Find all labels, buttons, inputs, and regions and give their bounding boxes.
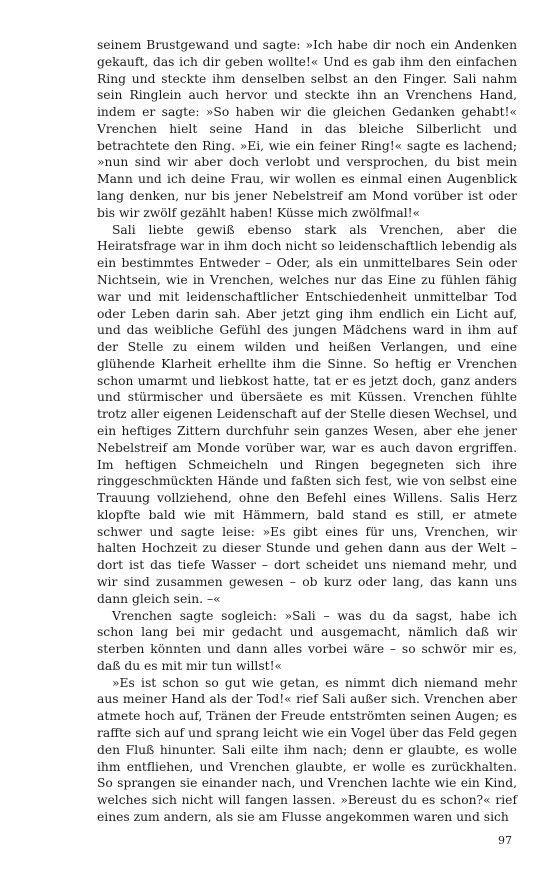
paragraph-2: Sali liebte gewiß ebenso stark als Vrenchen, aber die Heiratsfrage war in ihm doch nicht so leidenschaftlich lebendig als ein bestimmtes Entweder – Oder, als ein unmittelbares Sein oder Nichtsein, wie in Vrenchen, welches nur das Eine zu fühlen fähig war und mit leidenschaftlicher Entschiedenheit unmittelbar Tod oder Leben darin sah. Aber jetzt ging ihm endlich ein Licht auf, und das weibliche Gefühl des jungen Mädchens ward in ihm auf der Stelle zu einem wilden und heißen Verlangen, und eine glühende Klarheit erhellte ihm die Sinne. So heftig er Vrenchen schon umarmt und liebkost hatte, tat er es jetzt doch, ganz anders und stürmischer und übersäete es mit Küssen. Vrenchen fühlte trotz aller eigenen Leidenschaft auf der Stelle diesen Wechsel, und ein heftiges Zittern durchfuhr sein ganzes Wesen, aber ehe jener Nebelstreif am Monde vorüber war, war es auch davon ergriffen. Im heftigen Schmeicheln und Ringen begegneten sich ihre ringgeschmückten Hände und faßten sich fest, wie von selbst eine Trauung vollziehend, ohne den Befehl eines Willens. Salis Herz klopfte bald wie mit Hämmern, bald stand es still, er atmete schwer und sagte leise: »Es gibt eines für uns, Vrenchen, wir halten Hochzeit zu dieser Stunde und gehen dann aus der Welt – dort ist das tiefe Wasser – dort scheidet uns niemand mehr, und wir sind zusammen gewesen – ob kurz oder lang, das kann uns dann gleich sein. –« (97, 222, 517, 606)
paragraph-1: seinem Brustgewand und sagte: »Ich habe dir noch ein Andenken gekauft, das ich dir geben wollte!« Und es gab ihm den einfachen Ring und steckte ihm denselben selbst an den Finger. Sali nahm sein Ringlein auch hervor und steckte ihn an Vrenchens Hand, indem er sagte: »So haben wir die gleichen Gedanken gehabt!« Vrenchen hielt seine Hand in das bleiche Silberlicht und betrachtete den Ring. »Ei, wie ein feiner Ring!« sagte es lachend; »nun sind wir aber doch verlobt und versprochen, du bist mein Mann und ich deine Frau, wir wollen es einmal einen Augenblick lang denken, nur bis jener Nebelstreif am Mond vorüber ist oder bis wir zwölf gezählt haben! Küsse mich zwölfmal!« (97, 38, 517, 220)
paragraph-4: »Es ist schon so gut wie getan, es nimmt dich niemand mehr aus meiner Hand als der Tod!« rief Sali außer sich. Vrenchen aber atmete hoch auf, Tränen der Freude entströmten seinen Augen; es raffte sich auf und sprang leicht wie ein Vogel über das Feld gegen den Fluß hinunter. Sali eilte ihm nach; denn er glaubte, es wolle ihm entfliehen, und Vrenchen glaubte, er wolle es zurückhalten. So sprangen sie einander nach, und Vrenchen lachte wie ein Kind, welches sich nicht will fangen lassen. »Bereust du es schon?« rief eines zum andern, als sie am Flusse angekommen waren und sich (97, 675, 517, 824)
body-text (97, 37, 517, 826)
page-number: 97 (498, 834, 512, 847)
paragraph-3: Vrenchen sagte sogleich: »Sali – was du da sagst, habe ich schon lang bei mir gedacht und ausgemacht, nämlich daß wir sterben könnten und dann alles vorbei wäre – so schwör mir es, daß du es mit mir tun willst!« (97, 608, 517, 673)
